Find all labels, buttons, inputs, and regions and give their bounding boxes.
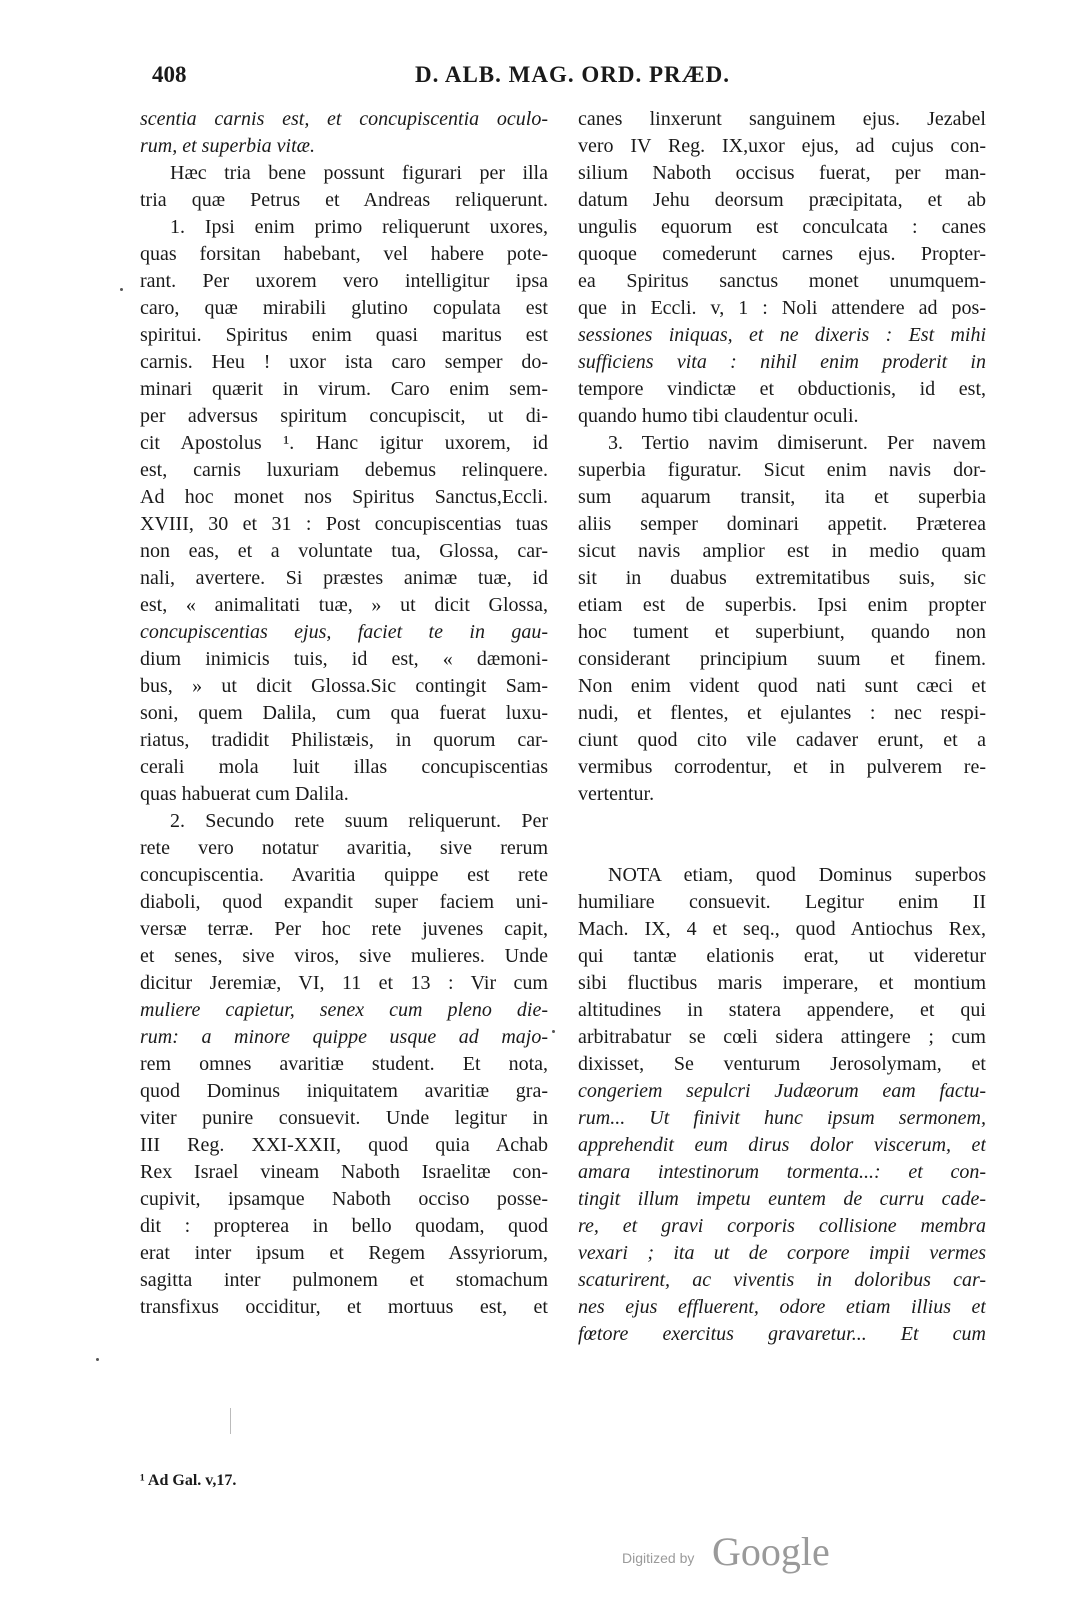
text-line: vermibus corrodentur, et in pulverem re- (578, 756, 986, 778)
text-line: rant. Per uxorem vero intelligitur ipsa (140, 270, 548, 292)
text-line: sit in duabus extremitatibus suis, sic (578, 567, 986, 589)
page-header (150, 62, 980, 102)
text-line: vertentur. (578, 783, 655, 805)
text-line: dium inimicis tuis, id est, « dæmoni- (140, 648, 548, 670)
text-line: per adversus spiritum concupiscit, ut di- (140, 405, 548, 427)
text-line: concupiscentia. Avaritia quippe est rete (140, 864, 548, 886)
text-line: soni, quem Dalila, cum qua fuerat luxu- (140, 702, 548, 724)
text-line: rum, et superbia vitæ. (140, 135, 315, 157)
text-line: quod Dominus iniquitatem avaritiæ gra- (140, 1080, 548, 1102)
text-line: arbitrabatur se cœli sidera attingere ; cum (578, 1026, 986, 1048)
text-line: sum aquarum transit, ita et superbia (578, 486, 986, 508)
text-line: III Reg. XXI-XXII, quod quia Achab (140, 1134, 548, 1156)
text-line: sessiones iniquas, et ne dixeris : Est mihi (578, 324, 986, 346)
text-line: cit Apostolus ¹. Hanc igitur uxorem, id (140, 432, 548, 454)
text-line: et senes, sive viros, sive mulieres. Unde (140, 945, 548, 967)
text-line: canes linxerunt sanguinem ejus. Jezabel (578, 108, 986, 130)
footnote-divider (230, 1408, 231, 1434)
text-line: quoque comederunt carnes ejus. Propter- (578, 243, 986, 265)
text-line: est, carnis luxuriam debemus relinquere. (140, 459, 548, 481)
text-line: rum: a minore quippe usque ad majo- (140, 1026, 548, 1048)
text-line: aliis semper dominari appetit. Præterea (578, 513, 986, 535)
text-line: cerali mola luit illas concupiscentias (140, 756, 548, 778)
text-line: scentia carnis est, et concupiscentia oculo- (140, 108, 548, 130)
text-line: considerant principium suum et finem. (578, 648, 986, 670)
text-line: ungulis equorum est conculcata : canes (578, 216, 986, 238)
page-number: 408 (152, 62, 187, 87)
margin-speck (552, 1030, 555, 1033)
text-line: XVIII, 30 et 31 : Post concupiscentias tuas (140, 513, 548, 535)
text-line: 1. Ipsi enim primo reliquerunt uxores, (170, 216, 548, 238)
text-line: Mach. IX, 4 et seq., quod Antiochus Rex, (578, 918, 986, 940)
text-line: versæ terræ. Per hoc rete juvenes capit, (140, 918, 548, 940)
text-line: tria quæ Petrus et Andreas reliquerunt. (140, 189, 548, 211)
margin-speck (96, 1358, 99, 1361)
text-line: rete vero notatur avaritia, sive rerum (140, 837, 548, 859)
text-line: Non enim vident quod nati sunt cæci et (578, 675, 986, 697)
text-line: amara intestinorum tormenta...: et con- (578, 1161, 986, 1183)
digitization-watermark (622, 1530, 842, 1580)
text-line: tempore vindictæ et obductionis, id est, (578, 378, 986, 400)
text-line: Rex Israel vineam Naboth Israelitæ con- (140, 1161, 548, 1183)
text-line: nali, avertere. Si præstes animæ tuæ, id (140, 567, 548, 589)
right-text-column (578, 106, 986, 1348)
text-line: riatus, tradidit Philistæis, in quorum car- (140, 729, 548, 751)
text-line: sagitta inter pulmonem et stomachum (140, 1269, 548, 1291)
text-line: diaboli, quod expandit super faciem uni- (140, 891, 548, 913)
text-line: rum... Ut finivit hunc ipsum sermonem, (578, 1107, 986, 1129)
text-line: dit : propterea in bello quodam, quod (140, 1215, 548, 1237)
text-line: nes ejus effluerent, odore etiam illius et (578, 1296, 986, 1318)
text-line: spiritui. Spiritus enim quasi maritus est (140, 324, 548, 346)
text-line: non eas, et a voluntate tua, Glossa, car- (140, 540, 548, 562)
text-line: etiam est de superbis. Ipsi enim propter (578, 594, 986, 616)
text-line: cupivit, ipsamque Naboth occiso posse- (140, 1188, 548, 1210)
text-line: est, « animalitati tuæ, » ut dicit Glossa, (140, 594, 548, 616)
text-line: transfixus occiditur, et mortuus est, et (140, 1296, 548, 1318)
text-line: congeriem sepulcri Judæorum eam factu- (578, 1080, 986, 1102)
text-line: humiliare consuevit. Legitur enim II (578, 891, 986, 913)
google-logo: Google (712, 1529, 830, 1574)
watermark-prefix: Digitized by (622, 1550, 695, 1566)
left-text-column (140, 106, 548, 1321)
text-line: carnis. Heu ! uxor ista caro semper do- (140, 351, 548, 373)
text-line: ciunt quod cito vile cadaver erunt, et a (578, 729, 986, 751)
text-line: sicut navis amplior est in medio quam (578, 540, 986, 562)
text-line: Hæc tria bene possunt figurari per illa (170, 162, 548, 184)
text-line: quas habuerat cum Dalila. (140, 783, 349, 805)
text-line: 3. Tertio navim dimiserunt. Per navem (608, 432, 986, 454)
text-line: 2. Secundo rete suum reliquerunt. Per (170, 810, 548, 832)
text-line: vero IV Reg. IX,uxor ejus, ad cujus con- (578, 135, 986, 157)
text-line: qui tantæ elationis erat, ut videretur (578, 945, 986, 967)
text-line: nudi, et flentes, et ejulantes : nec respi- (578, 702, 986, 724)
text-line: concupiscentias ejus, faciet te in gau- (140, 621, 548, 643)
text-line: bus, » ut dicit Glossa.Sic contingit Sam- (140, 675, 548, 697)
text-line: ea Spiritus sanctus monet unumquem- (578, 270, 986, 292)
text-line: NOTA etiam, quod Dominus superbos (608, 864, 986, 886)
text-line: sibi fluctibus maris imperare, et montium (578, 972, 986, 994)
text-line: sufficiens vita : nihil enim proderit in (578, 351, 986, 373)
paragraph-gap (578, 808, 986, 862)
text-line: datum Jehu deorsum præcipitata, et ab (578, 189, 986, 211)
text-line: Ad hoc monet nos Spiritus Sanctus,Eccli. (140, 486, 548, 508)
text-line: apprehendit eum dirus dolor viscerum, et (578, 1134, 986, 1156)
text-line: viter punire consuevit. Unde legitur in (140, 1107, 548, 1129)
text-line: muliere capietur, senex cum pleno die- (140, 999, 548, 1021)
text-line: tingit illum impetu euntem de curru cade- (578, 1188, 986, 1210)
text-line: que in Eccli. v, 1 : Noli attendere ad pos- (578, 297, 986, 319)
text-line: minari quærit in virum. Caro enim sem- (140, 378, 548, 400)
footnote: ¹ Ad Gal. v,17. (140, 1472, 237, 1489)
text-line: quando humo tibi claudentur oculi. (578, 405, 859, 427)
text-line: re, et gravi corporis collisione membra (578, 1215, 986, 1237)
margin-speck (120, 288, 123, 291)
text-line: dicitur Jeremiæ, VI, 11 et 13 : Vir cum (140, 972, 548, 994)
text-line: hoc tument et superbiunt, quando non (578, 621, 986, 643)
text-line: erat inter ipsum et Regem Assyriorum, (140, 1242, 548, 1264)
text-line: caro, quæ mirabili glutino copulata est (140, 297, 548, 319)
text-line: dixisset, Se venturum Jerosolymam, et (578, 1053, 986, 1075)
running-title: D. ALB. MAG. ORD. PRÆD. (415, 62, 730, 87)
text-line: superbia figuratur. Sicut enim navis dor- (578, 459, 986, 481)
text-line: altitudines in statera appendere, et qui (578, 999, 986, 1021)
text-line: silium Naboth occisus fuerat, per man- (578, 162, 986, 184)
text-line: rem omnes avaritiæ student. Et nota, (140, 1053, 548, 1075)
text-line: fœtore exercitus gravaretur... Et cum (578, 1323, 986, 1345)
text-line: vexari ; ita ut de corpore impii vermes (578, 1242, 986, 1264)
text-line: scaturirent, ac viventis in doloribus car- (578, 1269, 986, 1291)
text-line: quas forsitan habebant, vel habere pote- (140, 243, 548, 265)
